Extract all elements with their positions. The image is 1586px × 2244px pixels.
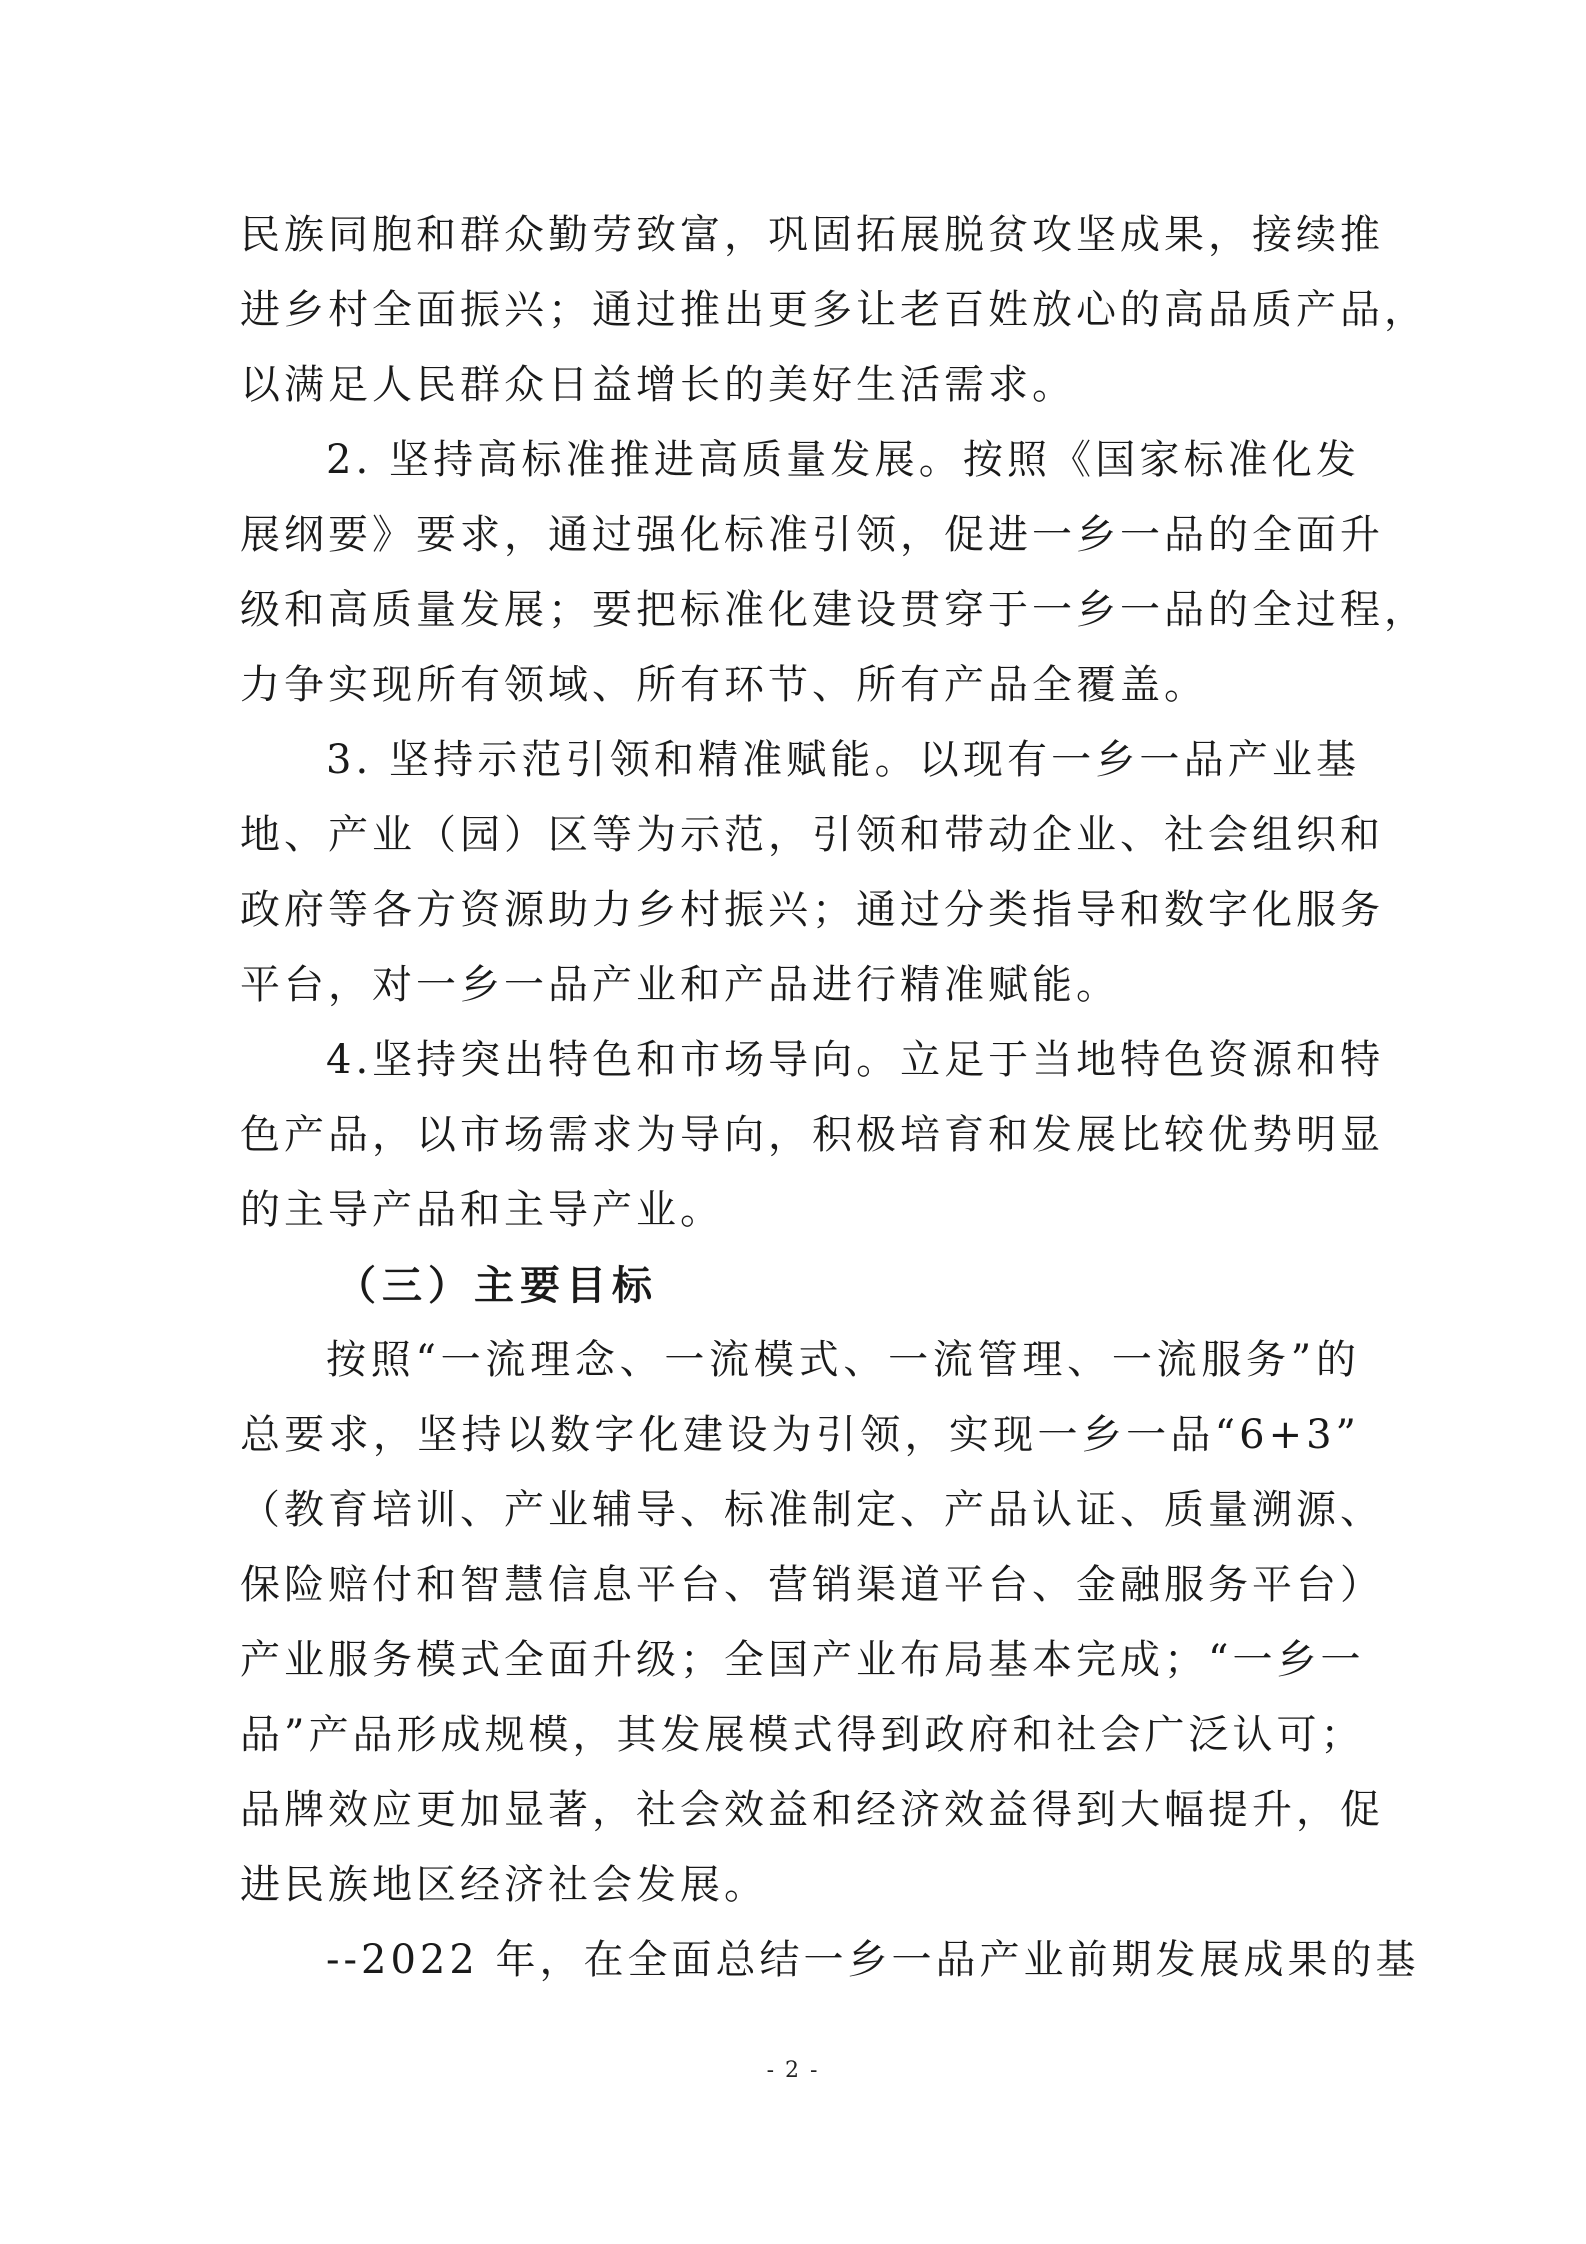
text-line: 保险赔付和智慧信息平台、营销渠道平台、金融服务平台） <box>240 1562 1384 1608</box>
text-line: --2022 年，在全面总结一乡一品产业前期发展成果的基 <box>326 1937 1420 1983</box>
section-heading: （三）主要目标 <box>336 1262 658 1309</box>
text-line: 级和高质量发展；要把标准化建设贯穿于一乡一品的全过程， <box>240 587 1428 633</box>
text-line: 进乡村全面振兴；通过推出更多让老百姓放心的高品质产品， <box>240 287 1428 333</box>
text-line: 以满足人民群众日益增长的美好生活需求。 <box>240 362 1076 408</box>
text-line: 进民族地区经济社会发展。 <box>240 1862 768 1908</box>
text-line: 品牌效应更加显著，社会效益和经济效益得到大幅提升，促 <box>240 1787 1384 1833</box>
text-line: 总要求，坚持以数字化建设为引领，实现一乡一品“6+3” <box>240 1412 1360 1458</box>
text-line: 政府等各方资源助力乡村振兴；通过分类指导和数字化服务 <box>240 887 1384 933</box>
text-line: 色产品，以市场需求为导向，积极培育和发展比较优势明显 <box>240 1112 1384 1158</box>
text-line: 民族同胞和群众勤劳致富，巩固拓展脱贫攻坚成果，接续推 <box>240 212 1384 258</box>
text-line: 地、产业（园）区等为示范，引领和带动企业、社会组织和 <box>240 812 1384 858</box>
text-line: 展纲要》要求，通过强化标准引领，促进一乡一品的全面升 <box>240 512 1384 558</box>
list-item-heading-2: 2. 坚持高标准推进高质量发展。按照《国家标准化发 <box>326 437 1360 483</box>
page-number: - 2 - <box>766 2058 820 2083</box>
text-line: （教育培训、产业辅导、标准制定、产品认证、质量溯源、 <box>240 1487 1384 1533</box>
text-line: 的主导产品和主导产业。 <box>240 1187 724 1233</box>
list-item-heading-4: 4.坚持突出特色和市场导向。立足于当地特色资源和特 <box>326 1037 1385 1083</box>
text-line: 品”产品形成规模，其发展模式得到政府和社会广泛认可； <box>240 1712 1365 1758</box>
text-line: 力争实现所有领域、所有环节、所有产品全覆盖。 <box>240 662 1208 708</box>
text-line: 平台，对一乡一品产业和产品进行精准赋能。 <box>240 962 1120 1008</box>
text-line: 按照“一流理念、一流模式、一流管理、一流服务”的 <box>326 1337 1360 1383</box>
text-line: 产业服务模式全面升级；全国产业布局基本完成；“一乡一 <box>240 1637 1365 1683</box>
body-text <box>240 198 1428 1998</box>
list-item-heading-3: 3. 坚持示范引领和精准赋能。以现有一乡一品产业基 <box>326 737 1360 783</box>
